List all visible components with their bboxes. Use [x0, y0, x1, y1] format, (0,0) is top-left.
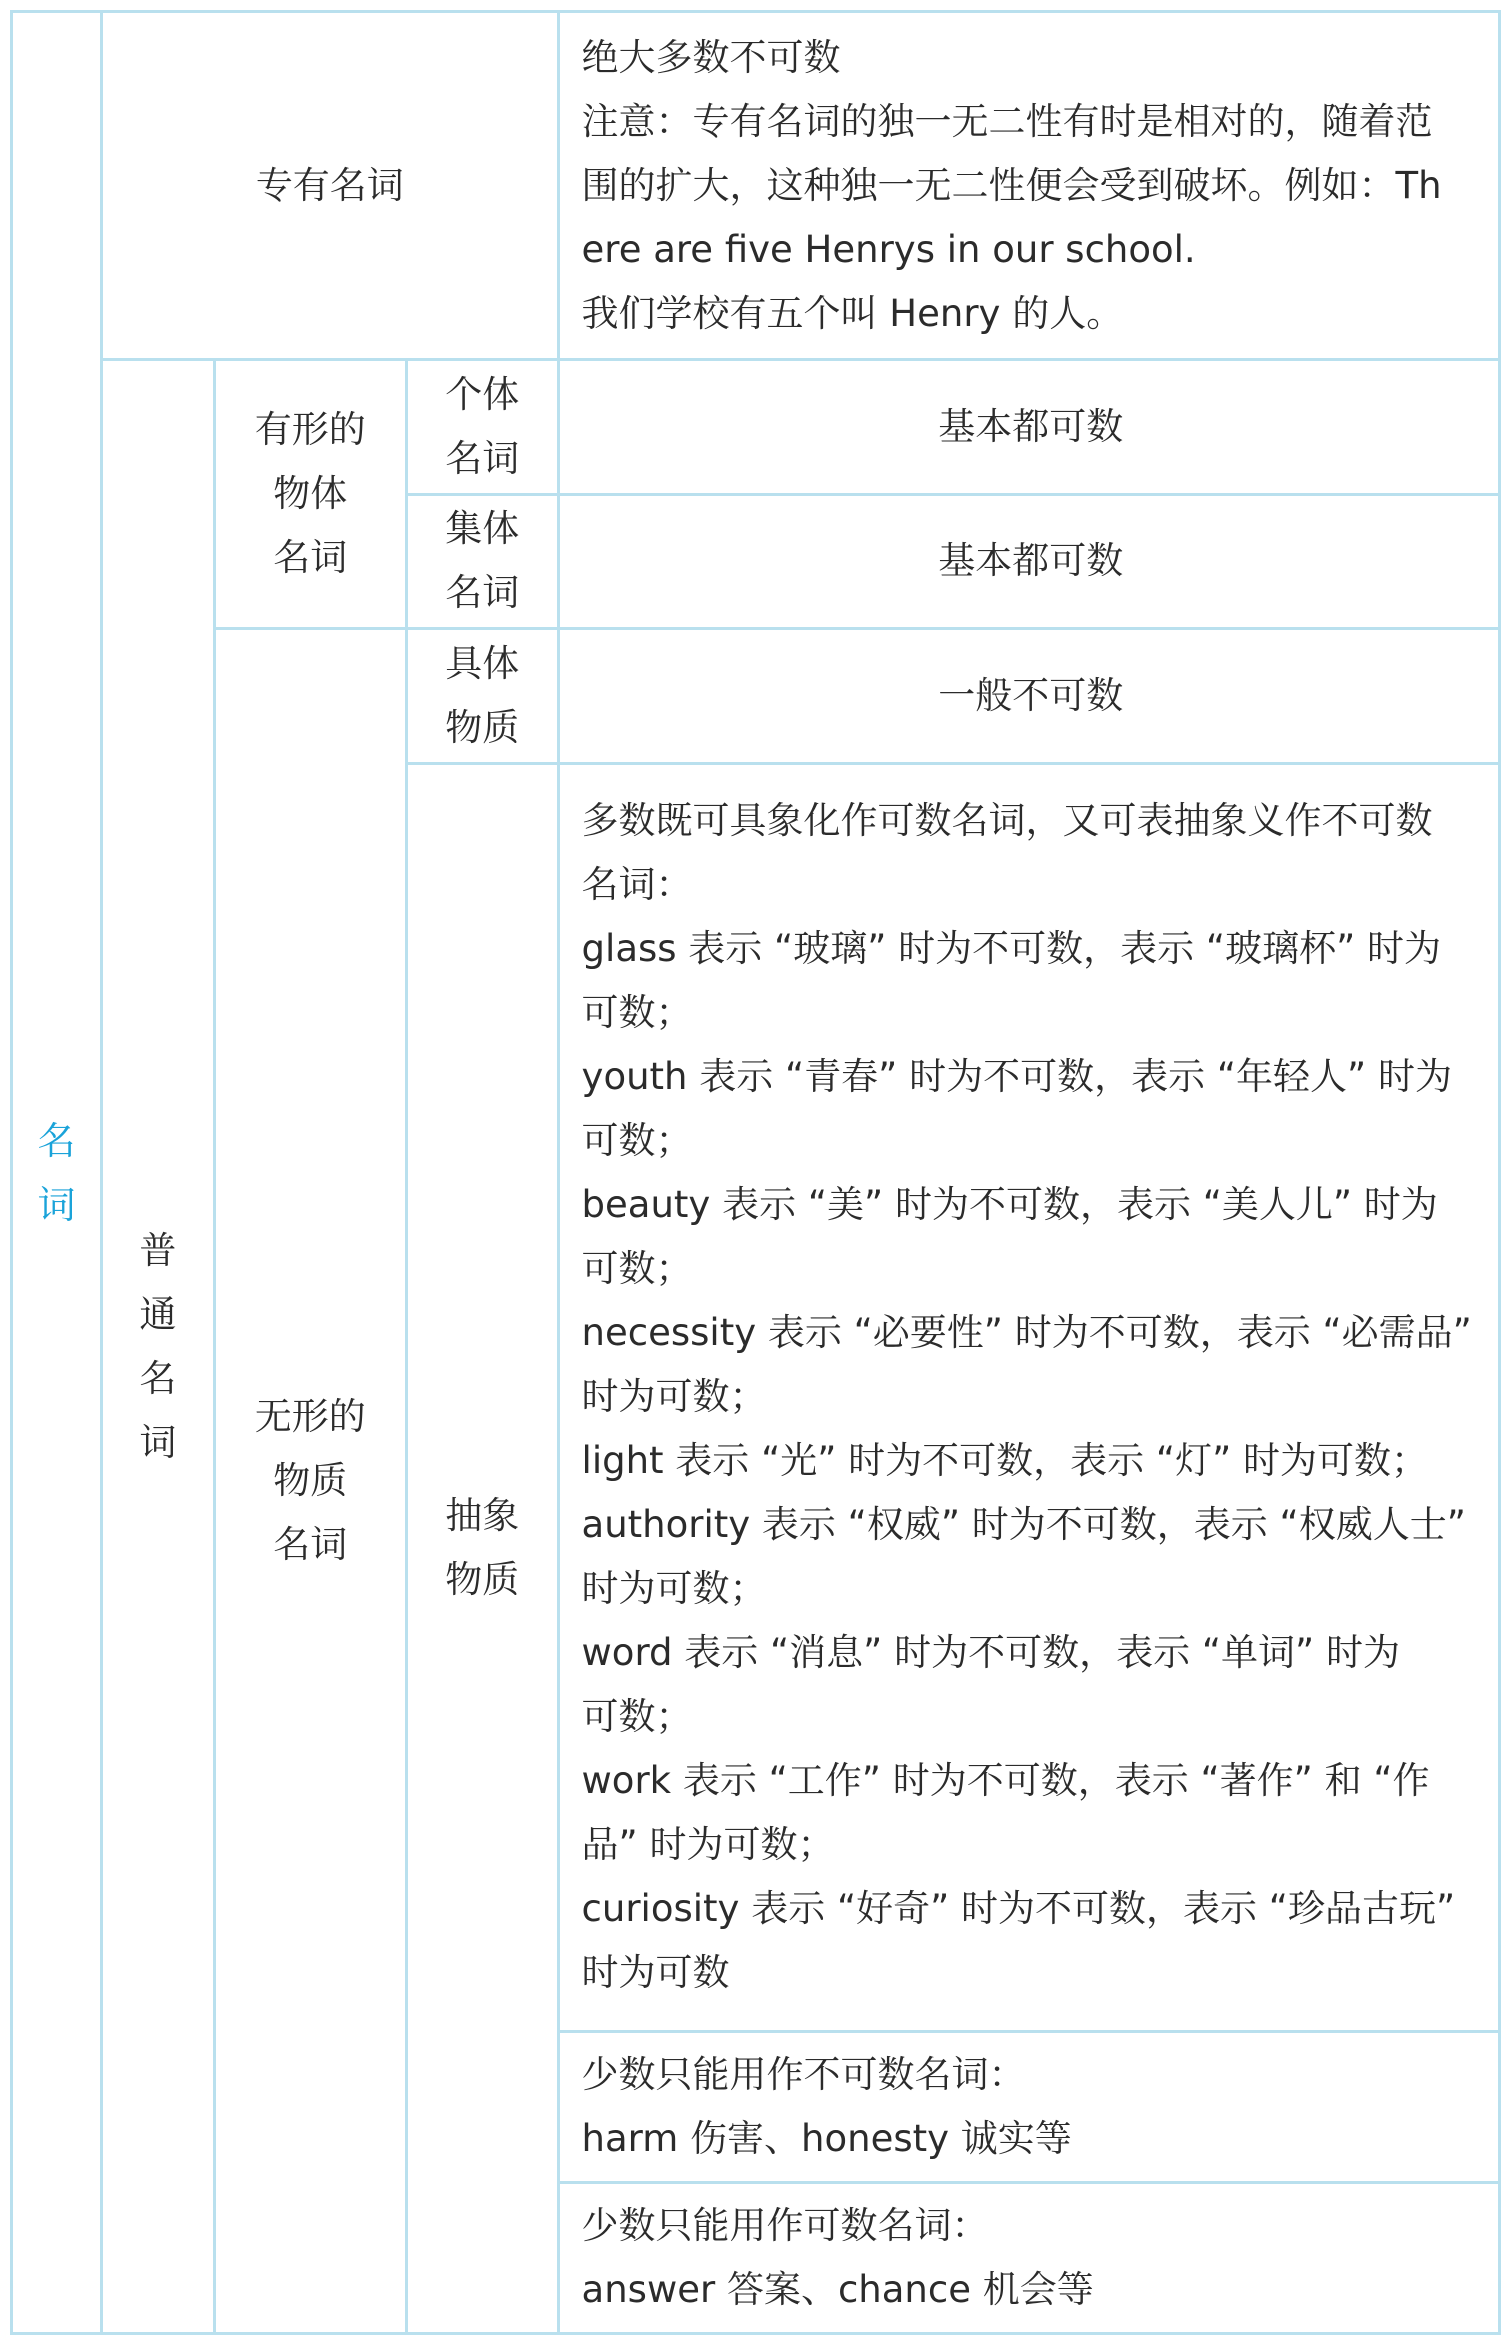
abstract-uncountable-line: 少数只能用作不可数名词：	[581, 2053, 1026, 2097]
common-noun-cell	[102, 360, 215, 2334]
concrete-substance-cell	[406, 629, 558, 764]
concrete-substance-content: 一般不可数	[938, 673, 1124, 717]
abstract-most-line: 品” 时为可数；	[581, 1823, 835, 1867]
individual-noun-content-cell	[558, 360, 1499, 495]
abstract-uncountable-line: harm 伤害、honesty 诚实等	[581, 2117, 1072, 2161]
collective-noun-cell	[406, 494, 558, 629]
abstract-most-line: authority 表示 “权威” 时为不可数，表示 “权威人士”	[581, 1503, 1466, 1547]
abstract-most-line: 可数；	[581, 1695, 693, 1739]
abstract-most-line: 时为可数；	[581, 1375, 767, 1419]
noun-label: 名 词	[37, 1118, 76, 1227]
abstract-most-line: word 表示 “消息” 时为不可数，表示 “单词” 时为	[581, 1631, 1400, 1675]
proper-noun-line: 绝大多数不可数	[581, 35, 841, 79]
proper-noun-label: 专有名词	[255, 163, 404, 207]
abstract-substance-cell	[406, 763, 558, 2333]
concrete-substance-content-cell	[558, 629, 1499, 764]
collective-noun-label: 集体 名词	[445, 507, 520, 615]
proper-noun-content-cell	[558, 12, 1499, 360]
individual-noun-cell	[406, 360, 558, 495]
tangible-noun-cell	[214, 360, 406, 629]
proper-noun-line: 我们学校有五个叫 Henry 的人。	[581, 291, 1124, 335]
proper-noun-line: ere are five Henrys in our school.	[581, 227, 1196, 271]
abstract-most-line: 名词：	[581, 863, 693, 907]
collective-noun-content-cell	[558, 494, 1499, 629]
abstract-most-line: beauty 表示 “美” 时为不可数，表示 “美人儿” 时为	[581, 1183, 1438, 1227]
abstract-most-line: 时为可数；	[581, 1567, 767, 1611]
individual-noun-label: 个体 名词	[445, 372, 520, 480]
noun-category-cell	[12, 12, 102, 2334]
abstract-countable-line: answer 答案、chance 机会等	[581, 2268, 1094, 2311]
abstract-most-line: 可数；	[581, 991, 693, 1035]
abstract-most-line: work 表示 “工作” 时为不可数，表示 “著作” 和 “作	[581, 1759, 1430, 1803]
intangible-noun-label: 无形的 物质 名词	[254, 1395, 366, 1567]
abstract-countable-line: 少数只能用作可数名词：	[581, 2204, 989, 2247]
abstract-most-line: 时为可数	[581, 1951, 730, 1995]
abstract-most-line: youth 表示 “青春” 时为不可数，表示 “年轻人” 时为	[581, 1055, 1452, 1099]
abstract-countable-content-cell	[558, 2183, 1499, 2334]
abstract-most-line: necessity 表示 “必要性” 时为不可数，表示 “必需品”	[581, 1311, 1472, 1355]
abstract-most-line: 多数既可具象化作可数名词，又可表抽象义作不可数	[581, 799, 1433, 843]
abstract-uncountable-content-cell	[558, 2032, 1499, 2183]
abstract-substance-label: 抽象 物质	[445, 1494, 520, 1602]
abstract-most-line: curiosity 表示 “好奇” 时为不可数，表示 “珍品古玩”	[581, 1887, 1456, 1931]
intangible-noun-cell	[214, 629, 406, 2334]
individual-noun-content: 基本都可数	[938, 404, 1124, 448]
abstract-most-line: light 表示 “光” 时为不可数，表示 “灯” 时为可数；	[581, 1439, 1429, 1483]
proper-noun-line: 围的扩大，这种独一无二性便会受到破坏。例如：Th	[581, 163, 1442, 207]
common-noun-label: 普 通 名 词	[139, 1228, 177, 1464]
proper-noun-line: 注意：专有名词的独一无二性有时是相对的，随着范	[581, 99, 1433, 143]
abstract-most-content-cell	[558, 763, 1499, 2031]
collective-noun-content: 基本都可数	[938, 539, 1124, 583]
abstract-most-line: glass 表示 “玻璃” 时为不可数，表示 “玻璃杯” 时为	[581, 927, 1442, 971]
tangible-noun-label: 有形的 物体 名词	[254, 408, 366, 580]
concrete-substance-label: 具体 物质	[445, 641, 520, 749]
abstract-most-line: 可数；	[581, 1119, 693, 1163]
abstract-most-line: 可数；	[581, 1247, 693, 1291]
proper-noun-label-cell	[102, 12, 558, 360]
noun-classification-table	[10, 10, 1501, 2335]
